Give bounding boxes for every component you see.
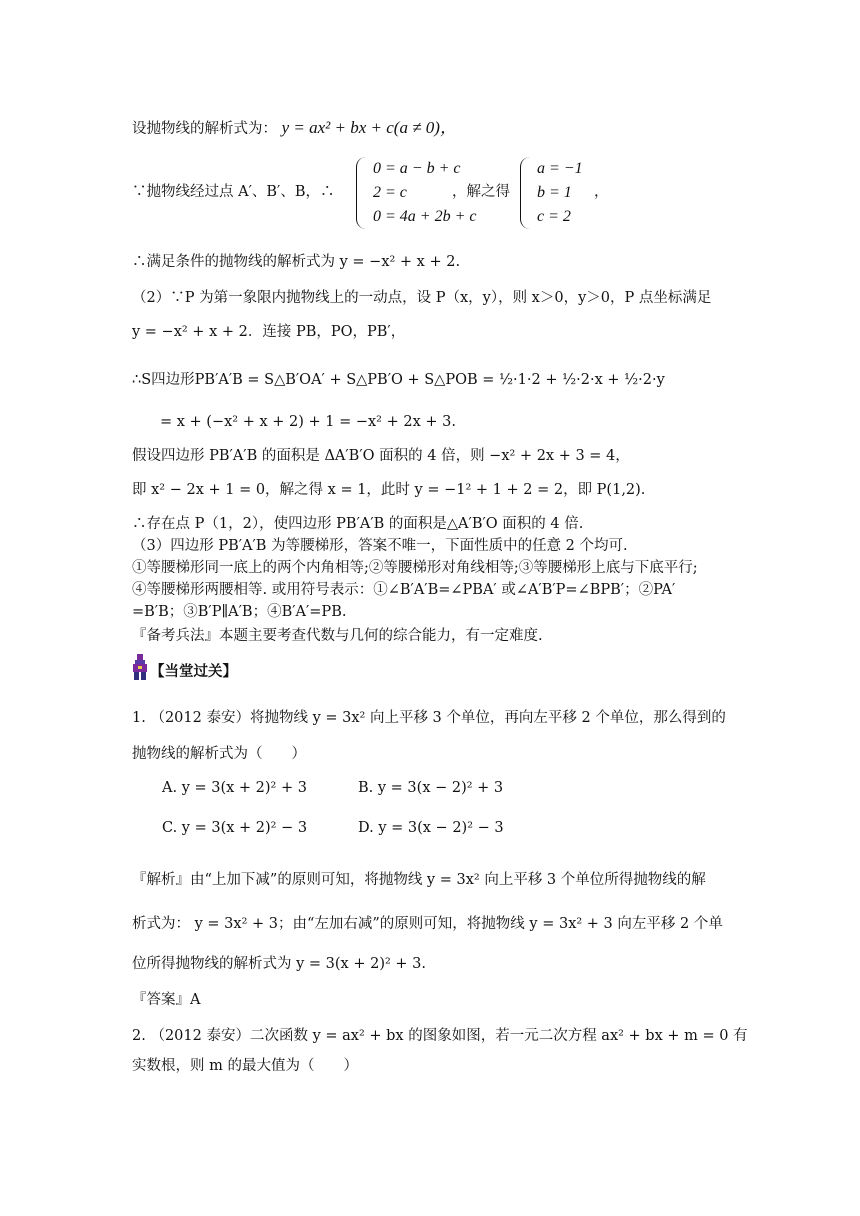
section-title <box>150 662 237 682</box>
line-1 <box>132 118 457 139</box>
equation-row: 0 = a − b + c <box>373 160 461 177</box>
brace <box>356 157 369 229</box>
q1-option-c <box>162 820 307 836</box>
q1-analysis-line-2 <box>132 914 723 934</box>
text-run: 『备考兵法』本题主要考查代数与几何的综合能力，有一定难度. <box>132 628 543 644</box>
line-9 <box>132 480 645 500</box>
text-run: 1. （2012 泰安）将抛物线 y = 3x² 向上平移 3 个单位，再向左平移 2 个单位，那么得到的 <box>132 710 726 726</box>
person-icon <box>132 654 148 680</box>
line-6 <box>132 370 665 390</box>
text-run: 实数根，则 m 的最大值为（ ） <box>132 1058 358 1074</box>
text-run: （2）∵P 为第一象限内抛物线上的一动点，设 P（x，y），则 x＞0，y＞0，P 点坐标满足 <box>132 290 712 306</box>
equation-row: a = −1 <box>537 160 583 177</box>
equation-row: c = 2 <box>537 208 571 225</box>
text-run: 『答案』A <box>132 992 201 1008</box>
q1-answer <box>132 990 200 1010</box>
line-14 <box>132 602 346 622</box>
text-run: （3）四边形 PB′A′B 为等腰梯形，答案不唯一，下面性质中的任意 2 个均可. <box>132 538 628 554</box>
text-run: ， <box>594 184 609 200</box>
line-13 <box>132 580 675 600</box>
text-run: = x + (−x² + x + 2) + 1 = −x² + 2x + 3. <box>160 414 456 430</box>
line-10 <box>132 514 583 534</box>
q1-option-b <box>358 780 503 796</box>
text-run: 即 x² − 2x + 1 = 0，解之得 x = 1，此时 y = −1² + 1 + 2 = 2，即 P(1,2). <box>132 482 646 498</box>
text-run: ，解之得 <box>452 184 510 200</box>
q1-analysis-line-1 <box>132 870 706 890</box>
q2-stem-line-2 <box>132 1056 358 1076</box>
text-run: 抛物线的解析式为（ ） <box>132 746 306 762</box>
q2-stem-line-1 <box>132 1026 748 1046</box>
brace <box>520 157 533 229</box>
text-run: 位所得抛物线的解析式为 y = 3(x + 2)² + 3. <box>132 956 426 972</box>
q1-stem-line-2 <box>132 744 306 764</box>
text-run: =B′B；③B′P∥A′B；④B′A′=PB. <box>132 604 347 620</box>
text-run: 析式为： y = 3x² + 3；由“左加右减”的原则可知，将抛物线 y = 3x² + 3 向左平移 2 个单 <box>132 916 723 932</box>
text-run: ①等腰梯形同一底上的两个内角相等;②等腰梯形对角线相等;③等腰梯形上底与下底平行; <box>132 560 698 576</box>
text-run: y = −x² + x + 2．连接 PB，PO，PB′， <box>132 324 406 340</box>
text-run: 2. （2012 泰安）二次函数 y = ax² + bx 的图象如图，若一元二次方程 ax² + bx + m = 0 有 <box>132 1028 748 1044</box>
math-expression: y = ax² + bx + c(a ≠ 0)， <box>281 118 457 137</box>
q1-option-a <box>162 780 307 796</box>
equation-row: 0 = 4a + 2b + c <box>373 208 477 225</box>
text-run: 【当堂过关】 <box>150 663 237 680</box>
line-11 <box>132 536 628 556</box>
q1-analysis-line-3 <box>132 954 426 974</box>
line-3 <box>132 252 460 272</box>
text-run: B. y = 3(x − 2)² + 3 <box>358 780 504 796</box>
line-12 <box>132 558 698 578</box>
equation-row: b = 1 <box>537 184 572 201</box>
line-2-label <box>132 182 334 202</box>
q1-option-d <box>358 820 504 836</box>
q1-stem-line-1 <box>132 708 726 728</box>
text-run: A. y = 3(x + 2)² + 3 <box>162 780 307 796</box>
equation-row: 2 = c <box>373 184 407 201</box>
line-4 <box>132 288 711 308</box>
line-2-end <box>594 182 609 202</box>
line-8 <box>132 446 630 466</box>
equation-system-2 <box>520 157 583 229</box>
text-run: ④等腰梯形两腰相等. 或用符号表示：①∠B′A′B=∠PBA′ 或∠A′B′P=∠BPB′；②PA′ <box>132 582 676 598</box>
text-run: D. y = 3(x − 2)² − 3 <box>358 820 504 836</box>
text-run: 假设四边形 PB′A′B 的面积是 ΔA′B′O 面积的 4 倍，则 −x² + 2x + 3 = 4， <box>132 448 630 464</box>
text-run: ∵抛物线经过点 A′、B′、B，∴ <box>132 184 335 200</box>
text-run: 『解析』由“上加下减”的原则可知，将抛物线 y = 3x² 向上平移 3 个单位所得抛物线的解 <box>132 872 706 888</box>
text-run: ∴S四边形PB′A′B = S△B′OA′ + S△PB′O + S△POB = ½·1·2 + ½·2·x + ½·2·y <box>132 372 665 388</box>
text-run: 设抛物线的解析式为： <box>132 121 277 137</box>
line-5 <box>132 322 405 342</box>
line-7 <box>160 412 456 432</box>
text-run: C. y = 3(x + 2)² − 3 <box>162 820 308 836</box>
line-15 <box>132 626 543 646</box>
text-run: ∴存在点 P（1，2），使四边形 PB′A′B 的面积是△A′B′O 面积的 4 倍. <box>132 516 584 532</box>
text-run: ∴满足条件的抛物线的解析式为 y = −x² + x + 2. <box>132 254 461 270</box>
line-2-mid <box>452 182 510 202</box>
